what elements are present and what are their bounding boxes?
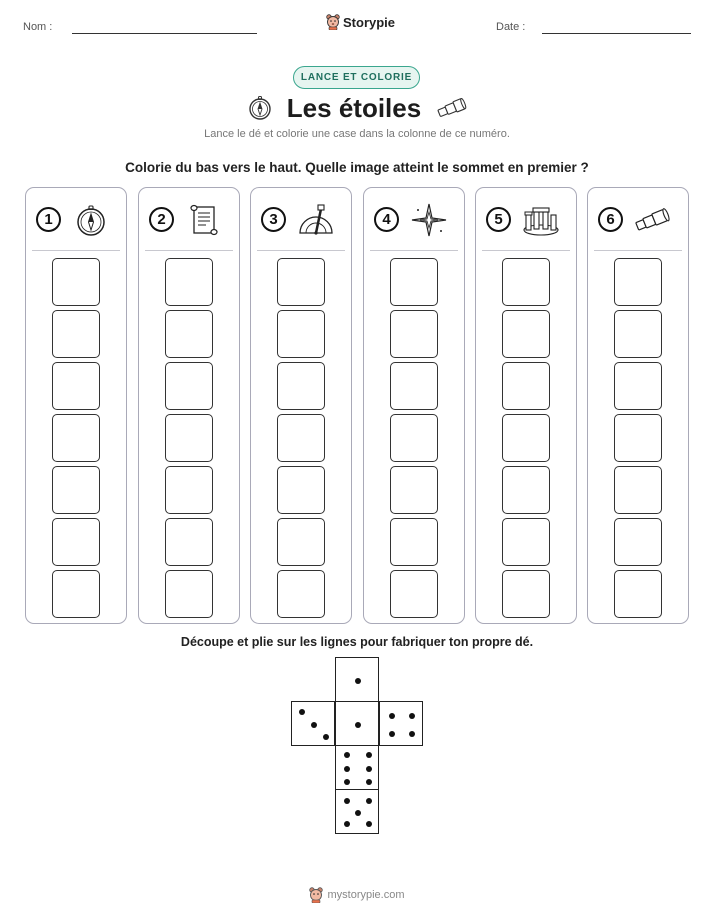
die-face-1 [335, 657, 379, 702]
astrolabe-icon [297, 202, 335, 238]
die-pip [355, 722, 361, 728]
color-cell [614, 570, 662, 618]
instruction: Colorie du bas vers le haut. Quelle image atteint le sommet en premier ? [125, 160, 589, 175]
page-title: Les étoiles [286, 92, 422, 123]
die-pip [344, 821, 350, 827]
column-number: 6 [598, 207, 623, 232]
compass-icon [72, 202, 110, 238]
color-cell [502, 570, 550, 618]
column-divider [370, 250, 458, 251]
name-line [72, 33, 257, 34]
color-cell [390, 310, 438, 358]
die-face-6 [335, 745, 379, 790]
die-pip [344, 752, 350, 758]
color-cell [277, 362, 325, 410]
color-cell [614, 414, 662, 462]
color-cell [390, 414, 438, 462]
column-header [251, 188, 351, 250]
color-cell [614, 518, 662, 566]
color-cell [502, 466, 550, 514]
worksheet-header [0, 0, 714, 40]
color-cell [52, 518, 100, 566]
color-cell [390, 570, 438, 618]
color-cell [277, 258, 325, 306]
column-3 [250, 187, 352, 624]
color-cell [52, 310, 100, 358]
column-header [364, 188, 464, 250]
column-divider [482, 250, 570, 251]
die-face-3 [291, 701, 335, 746]
column-6 [587, 187, 689, 624]
storypie-mascot-icon [326, 14, 340, 30]
color-cell [165, 258, 213, 306]
color-cell [614, 310, 662, 358]
column-number: 2 [149, 207, 174, 232]
color-cell [165, 570, 213, 618]
color-cell [52, 466, 100, 514]
column-number: 3 [261, 207, 286, 232]
die-pip [409, 731, 415, 737]
die-pip [389, 731, 395, 737]
color-cell [52, 414, 100, 462]
color-cell [277, 414, 325, 462]
color-cell [614, 362, 662, 410]
column-number: 5 [486, 207, 511, 232]
color-cell [52, 258, 100, 306]
die-pip [299, 709, 305, 715]
color-cell [277, 466, 325, 514]
color-cell [614, 466, 662, 514]
column-divider [32, 250, 120, 251]
color-cell [502, 414, 550, 462]
die-pip [344, 766, 350, 772]
footer [0, 887, 714, 903]
column-divider [145, 250, 233, 251]
column-2 [138, 187, 240, 624]
color-cell [502, 518, 550, 566]
color-cell [52, 570, 100, 618]
column-header [476, 188, 576, 250]
die-face-1 [335, 701, 379, 746]
date-label: Date : [496, 21, 526, 33]
column-header [139, 188, 239, 250]
storypie-mascot-icon [309, 887, 323, 903]
color-cell [390, 466, 438, 514]
die-pip [311, 722, 317, 728]
color-cell [390, 362, 438, 410]
stonehenge-icon [522, 202, 560, 238]
column-1 [25, 187, 127, 624]
brand-logo [326, 14, 395, 30]
die-face-5 [335, 789, 379, 834]
column-number: 4 [374, 207, 399, 232]
color-cell [165, 310, 213, 358]
date-line [542, 33, 691, 34]
name-label: Nom : [23, 21, 53, 33]
telescope-icon [634, 202, 672, 238]
color-cell [165, 518, 213, 566]
color-cell [390, 258, 438, 306]
die-pip [355, 678, 361, 684]
die-pip [366, 798, 372, 804]
die-pip [344, 779, 350, 785]
color-cell [277, 310, 325, 358]
die-pip [366, 821, 372, 827]
color-cell [502, 310, 550, 358]
title-row [0, 92, 714, 124]
color-cell [614, 258, 662, 306]
color-cell [390, 518, 438, 566]
star-icon [410, 202, 448, 238]
column-5 [475, 187, 577, 624]
color-cell [52, 362, 100, 410]
die-pip [323, 734, 329, 740]
die-pip [344, 798, 350, 804]
activity-badge: LANCE ET COLORIE [293, 66, 420, 89]
die-pip [366, 752, 372, 758]
subtitle: Lance le dé et colorie une case dans la colonne de ce numéro. [204, 128, 510, 140]
color-cell [165, 466, 213, 514]
color-cell [165, 362, 213, 410]
scroll-icon [185, 202, 223, 238]
column-header [26, 188, 126, 250]
column-divider [257, 250, 345, 251]
column-header [588, 188, 688, 250]
color-cell [277, 570, 325, 618]
telescope-icon [435, 97, 467, 119]
die-pip [355, 810, 361, 816]
color-cell [277, 518, 325, 566]
column-divider [594, 250, 682, 251]
die-pip [366, 779, 372, 785]
die-pip [409, 713, 415, 719]
brand-name: Storypie [343, 14, 396, 30]
color-cell [502, 258, 550, 306]
color-cell [502, 362, 550, 410]
footer-url: mystorypie.com [327, 889, 405, 901]
die-face-4 [379, 701, 423, 746]
die-pip [366, 766, 372, 772]
color-cell [165, 414, 213, 462]
die-instruction: Découpe et plie sur les lignes pour fabriquer ton propre dé. [180, 635, 534, 649]
die-pip [389, 713, 395, 719]
column-number: 1 [36, 207, 61, 232]
column-4 [363, 187, 465, 624]
compass-icon [247, 95, 273, 121]
